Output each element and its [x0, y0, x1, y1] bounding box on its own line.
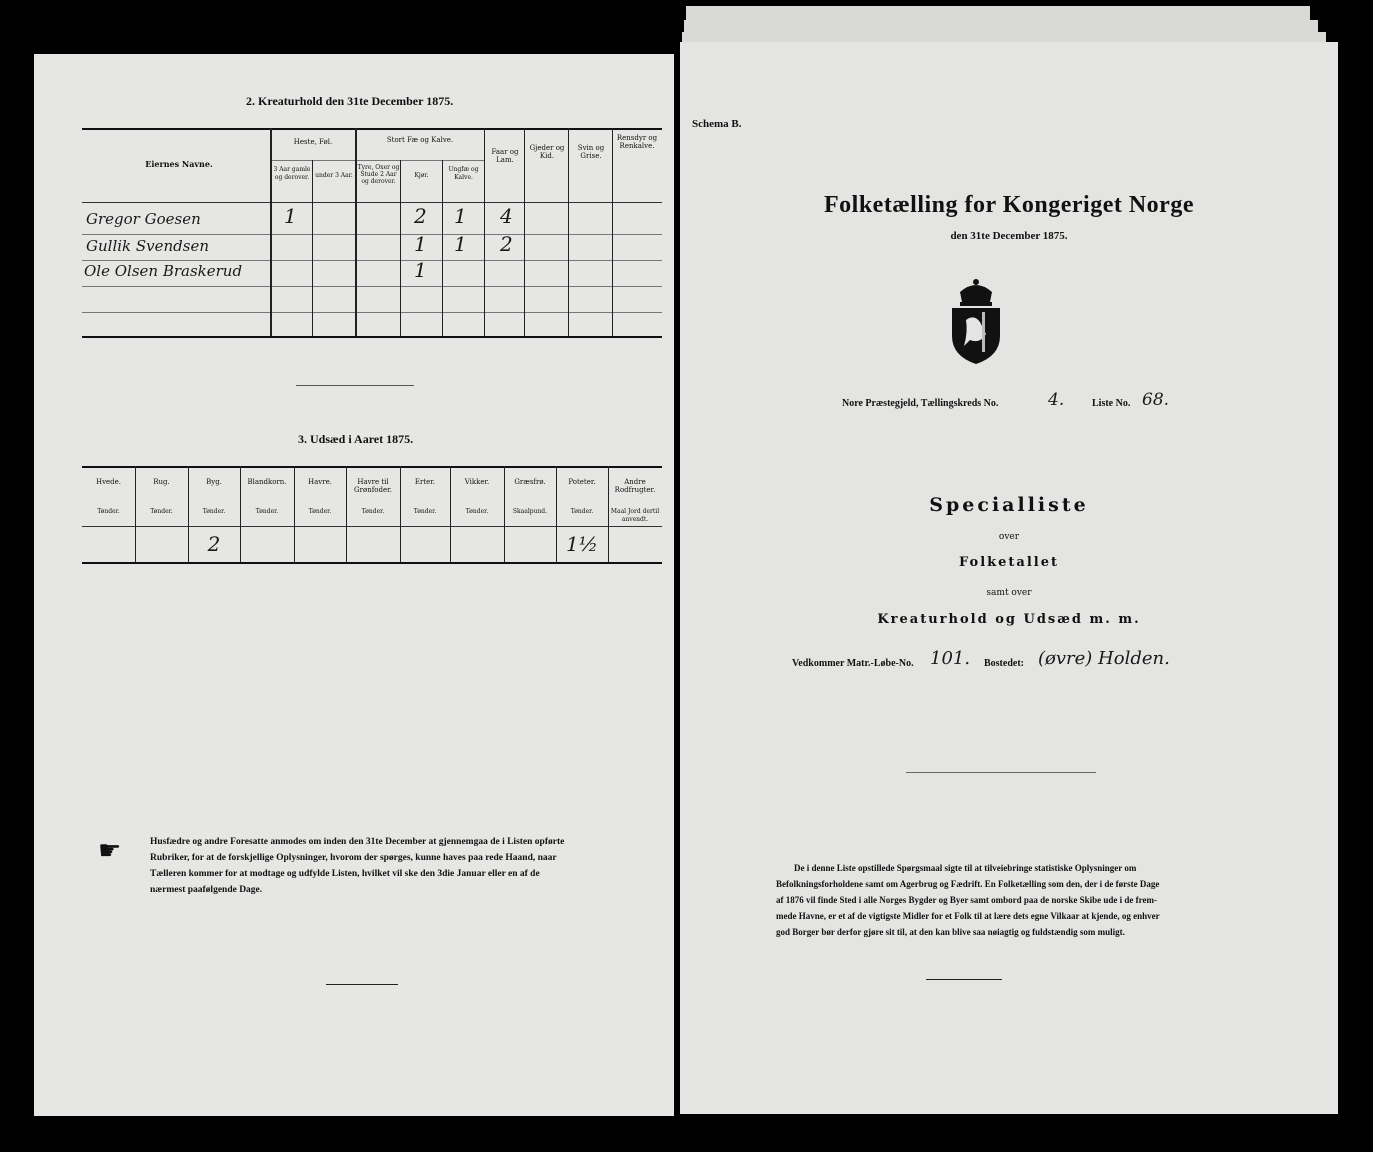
- col-divider: [524, 128, 525, 336]
- kjor-value: 1: [414, 258, 427, 282]
- row-rule: [82, 286, 662, 287]
- owner-name: Gullik Svendsen: [86, 237, 210, 255]
- kreaturhold-label: Kreaturhold og Udsæd m. m.: [877, 612, 1141, 627]
- over-label: over: [998, 532, 1020, 542]
- prestegjeld-label: Nore Præstegjeld, Tællingskreds No.: [842, 398, 999, 409]
- udsaed-col-unit: Skaalpund.: [512, 508, 548, 515]
- udsaed-col-name: Byg.: [206, 478, 222, 486]
- divider: [906, 772, 1096, 773]
- svin-header: Svin og Grise.: [577, 144, 605, 160]
- udsaed-col-unit: Maal Jord dertil anvendt.: [610, 508, 660, 523]
- right-page: [680, 42, 1338, 1114]
- intro-line: god Borger bør derfor gjøre sit til, at den kan blive saa nøiagtig og fuldstændig som muligt.: [776, 927, 1125, 937]
- col-divider: [270, 128, 272, 336]
- pointing-hand-icon: ☛: [98, 836, 122, 866]
- ungfae-header: Ungfæ og Kalve.: [448, 166, 479, 181]
- stortfae-header: Stort Fæ og Kalve.: [386, 136, 454, 144]
- tyre-header: Tyre, Oxer og Stude 2 Aar og derover.: [357, 164, 400, 185]
- udsaed-col-name: Andre Rodfrugter.: [614, 478, 656, 494]
- kjor-value: 2: [414, 204, 427, 228]
- row-rule: [82, 312, 662, 313]
- notice-line: Tælleren kommer for at modtage og udfylde Listen, hvilket vil ske den 3die Januar eller en af de: [150, 869, 540, 879]
- rensdyr-header: Rensdyr og Renkalve.: [616, 134, 658, 150]
- udsaed-col-name: Rug.: [153, 478, 170, 486]
- udsaed-col-unit: Tønder.: [413, 508, 437, 515]
- col-divider: [442, 160, 443, 336]
- table-top-rule: [82, 466, 662, 468]
- heste-header: Heste, Føl.: [293, 138, 333, 146]
- document-date: den 31te December 1875.: [950, 230, 1068, 242]
- faar-value: 4: [500, 204, 513, 228]
- owner-name: Gregor Goesen: [86, 210, 201, 228]
- bosted-value: (øvre) Holden.: [1038, 648, 1170, 669]
- table-bottom-rule: [82, 562, 662, 564]
- page-stack: [686, 6, 1310, 21]
- row-rule: [82, 260, 662, 261]
- header-rule: [82, 526, 662, 527]
- udsaed-value: 1½: [565, 532, 599, 556]
- matr-label: Vedkommer Matr.-Løbe-No.: [792, 658, 914, 669]
- udsaed-col-unit: Tønder.: [150, 508, 173, 515]
- row-rule: [82, 234, 662, 235]
- intro-line: De i denne Liste opstillede Spørgsmaal sigte til at tilveiebringe statistiske Oplysninger om: [794, 863, 1137, 873]
- samt-over-label: samt over: [986, 588, 1032, 598]
- faar-header: Faar og Lam.: [491, 148, 519, 164]
- col-divider: [612, 128, 613, 336]
- udsaed-col-unit: Tønder.: [570, 508, 594, 515]
- intro-text: [776, 860, 1316, 940]
- kjor-header: Kjør.: [414, 172, 429, 179]
- ungfae-value: 1: [454, 232, 467, 256]
- udsaed-col-name: Blandkorn.: [247, 478, 287, 486]
- divider: [926, 979, 1002, 980]
- udsaed-col-unit: Tønder.: [255, 508, 279, 515]
- schema-label: Schema B.: [692, 118, 742, 130]
- left-page: [34, 54, 674, 1116]
- notice-line: Husfædre og andre Foresatte anmodes om inden den 31te December at gjennemgaa de i Listen opførte: [150, 837, 565, 847]
- liste-label: Liste No.: [1092, 398, 1131, 409]
- divider: [296, 385, 414, 386]
- header-rule: [82, 202, 662, 203]
- owner-name: Ole Olsen Braskerud: [84, 262, 243, 280]
- udsaed-col-unit: Tønder.: [97, 508, 120, 515]
- udsaed-value: 2: [207, 532, 221, 556]
- folketallet-label: Folketallet: [959, 555, 1059, 570]
- udsaed-col-unit: Tønder.: [202, 508, 226, 515]
- kreds-no: 4.: [1048, 390, 1065, 410]
- divider: [326, 984, 398, 985]
- col-divider: [355, 128, 357, 336]
- owner-header: Eiernes Navne.: [145, 159, 213, 169]
- subheader-rule: [270, 160, 484, 161]
- udsaed-col-name: Havre.: [308, 478, 332, 486]
- heste-3aar-header: 3 Aar gamle og derover.: [273, 166, 311, 181]
- liste-no: 68.: [1142, 390, 1170, 410]
- udsaed-col-name: Vikker.: [464, 478, 490, 486]
- heste-under3-header: under 3 Aar.: [315, 172, 353, 179]
- matr-no: 101.: [930, 648, 971, 669]
- intro-line: af 1876 vil finde Sted i alle Norges Bygder og Byer samt ombord paa de norske Skibe ude i de frem-: [776, 895, 1157, 905]
- udsaed-col-unit: Tønder.: [308, 508, 332, 515]
- udsaed-col-name: Poteter.: [568, 478, 596, 486]
- udsaed-col-unit: Tønder.: [361, 508, 385, 515]
- udsaed-col-unit: Tønder.: [465, 508, 489, 515]
- intro-line: mede Havne, er et af de vigtigste Midler for et Folk til at lære dets egne Vilkaar at kjende, og enhver: [776, 911, 1160, 921]
- notice-line: Rubriker, for at de forskjellige Oplysninger, hvorom der spørges, kunne haves paa rede Haand, naar: [150, 853, 557, 863]
- notice-line: nærmest paafølgende Dage.: [150, 885, 263, 895]
- col-divider: [400, 160, 401, 336]
- section3-title: 3. Udsæd i Aaret 1875.: [298, 432, 414, 446]
- col-divider: [312, 160, 313, 336]
- specialliste-title: Specialliste: [929, 494, 1089, 516]
- udsaed-col-name: Græsfrø.: [514, 478, 546, 486]
- kjor-value: 1: [414, 232, 427, 256]
- document-title: Folketælling for Kongeriget Norge: [824, 192, 1194, 218]
- coat-of-arms-icon: [946, 274, 1006, 366]
- notice-text: [150, 834, 670, 898]
- col-divider: [484, 128, 485, 336]
- intro-line: Befolkningsforholdene samt om Agerbrug og Fædrift. En Folketælling som den, der i de første Dage: [776, 879, 1160, 889]
- bosted-label: Bostedet:: [984, 658, 1024, 669]
- udsaed-col-name: Hvede.: [95, 478, 122, 486]
- heste-value: 1: [284, 204, 297, 228]
- col-divider: [568, 128, 569, 336]
- udsaed-col-name: Erter.: [414, 478, 436, 486]
- faar-value: 2: [500, 232, 513, 256]
- table-bottom-rule: [82, 336, 662, 338]
- table-top-rule: [82, 128, 662, 130]
- udsaed-col-name: Havre til Grønfoder.: [354, 478, 392, 494]
- section2-title: 2. Kreaturhold den 31te December 1875.: [246, 94, 454, 108]
- ungfae-value: 1: [454, 204, 467, 228]
- gjeder-header: Gjeder og Kid.: [529, 144, 565, 160]
